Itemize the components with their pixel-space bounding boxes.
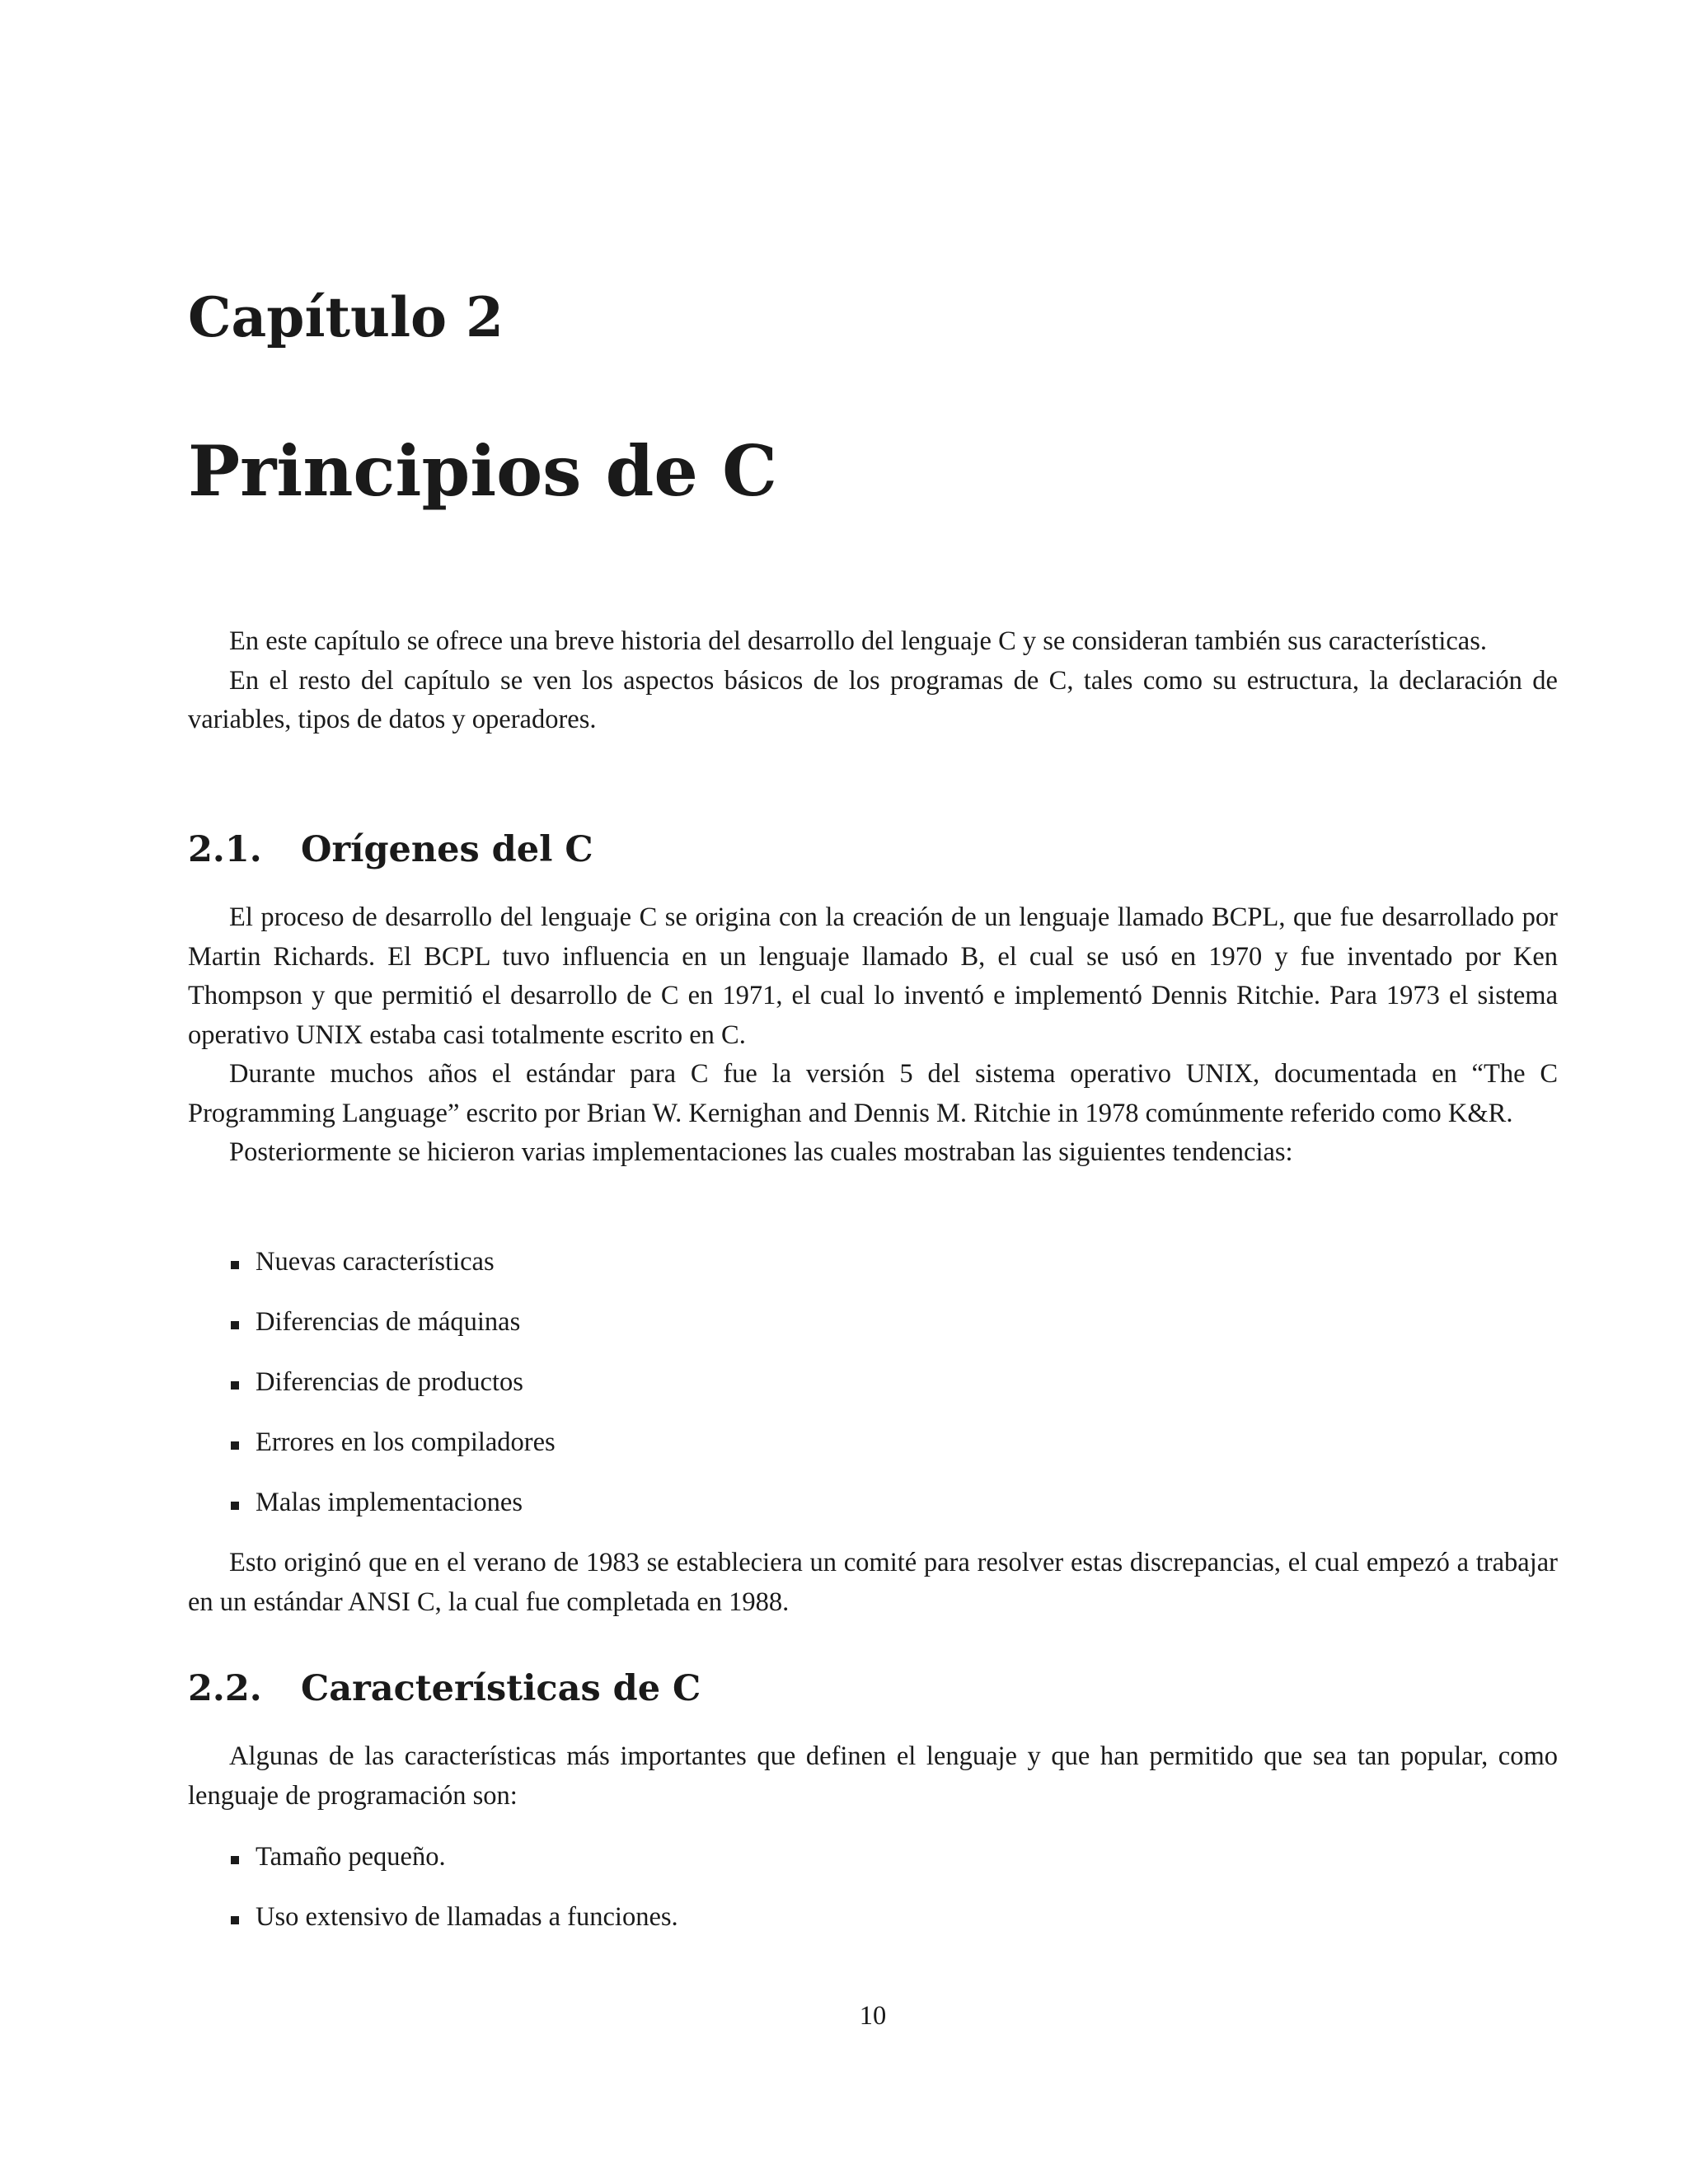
body-paragraph: El proceso de desarrollo del lenguaje C se origina con la creación de un lenguaje llamado BCPL, que fue desarrollado por Martin Richards. El BCPL tuvo influencia en un lenguaje llamado B, el cual se usó en 1970 y fue inventado por Ken Thompson y que permitió el desarrollo de C en 1971, el cual lo inventó e implementó Dennis Ritchie. Para 1973 el sistema operativo UNIX estaba casi totalmente escrito en C. <box>188 902 1558 1050</box>
list-item <box>188 1243 1558 1303</box>
intro-block <box>188 622 1558 740</box>
list-item-text: Diferencias de máquinas <box>256 1307 521 1337</box>
body-paragraph: Algunas de las características más importantes que definen el lenguaje y que han permitido que sea tan popular, como lenguaje de programación son: <box>188 1741 1558 1811</box>
bullet-icon <box>231 1916 239 1924</box>
intro-paragraph: En el resto del capítulo se ven los aspectos básicos de los programas de C, tales como su estructura, la declaración de variables, tipos de datos y operadores. <box>188 665 1558 734</box>
list-item <box>188 1898 1558 1958</box>
body-paragraph: Esto originó que en el verano de 1983 se estableciera un comité para resolver estas discrepancias, el cual empezó a trabajar en un estándar ANSI C, la cual fue completada en 1988. <box>188 1548 1558 1617</box>
page-number: 10 <box>859 2001 887 2031</box>
list-item-text: Errores en los compiladores <box>256 1427 556 1457</box>
section-heading-caracteristicas <box>188 1668 701 1709</box>
bullet-icon <box>231 1381 239 1390</box>
section-number: 2.1. <box>188 829 262 870</box>
intro-paragraph: En este capítulo se ofrece una breve historia del desarrollo del lenguaje C y se consideran también sus características. <box>229 626 1488 656</box>
list-item <box>188 1303 1558 1363</box>
body-paragraph: Posteriormente se hicieron varias implementaciones las cuales mostraban las siguientes tendencias: <box>229 1137 1293 1167</box>
list-item-text: Uso extensivo de llamadas a funciones. <box>256 1902 678 1932</box>
list-item-text: Nuevas características <box>256 1247 495 1277</box>
bullet-list <box>188 1243 1558 1544</box>
section-heading-origenes <box>188 829 593 870</box>
list-item <box>188 1838 1558 1898</box>
bullet-icon <box>231 1321 239 1329</box>
bullet-icon <box>231 1856 239 1864</box>
list-item-text: Diferencias de productos <box>256 1367 523 1397</box>
section-1-body <box>188 898 1558 1173</box>
section-2-bullets <box>188 1838 1558 1958</box>
list-item-text: Malas implementaciones <box>256 1488 523 1517</box>
list-item <box>188 1363 1558 1423</box>
list-item <box>188 1423 1558 1483</box>
section-title: Características de C <box>301 1668 701 1709</box>
chapter-label: Capítulo 2 <box>188 285 504 349</box>
chapter-title: Principios de C <box>188 430 777 512</box>
bullet-icon <box>231 1502 239 1510</box>
section-1-bullets <box>188 1243 1558 1544</box>
section-2-body <box>188 1737 1558 1816</box>
section-1-closing <box>188 1544 1558 1622</box>
body-paragraph: Durante muchos años el estándar para C fue la versión 5 del sistema operativo UNIX, documentada en “The C Programming Language” escrito por Brian W. Kernighan and Dennis M. Ritchie in 1978 comúnmente referido como K&R. <box>188 1059 1558 1128</box>
bullet-icon <box>231 1441 239 1450</box>
bullet-list <box>188 1838 1558 1958</box>
list-item <box>188 1483 1558 1544</box>
section-number: 2.2. <box>188 1668 262 1709</box>
bullet-icon <box>231 1261 239 1269</box>
section-title: Orígenes del C <box>301 829 593 870</box>
list-item-text: Tamaño pequeño. <box>256 1842 446 1872</box>
